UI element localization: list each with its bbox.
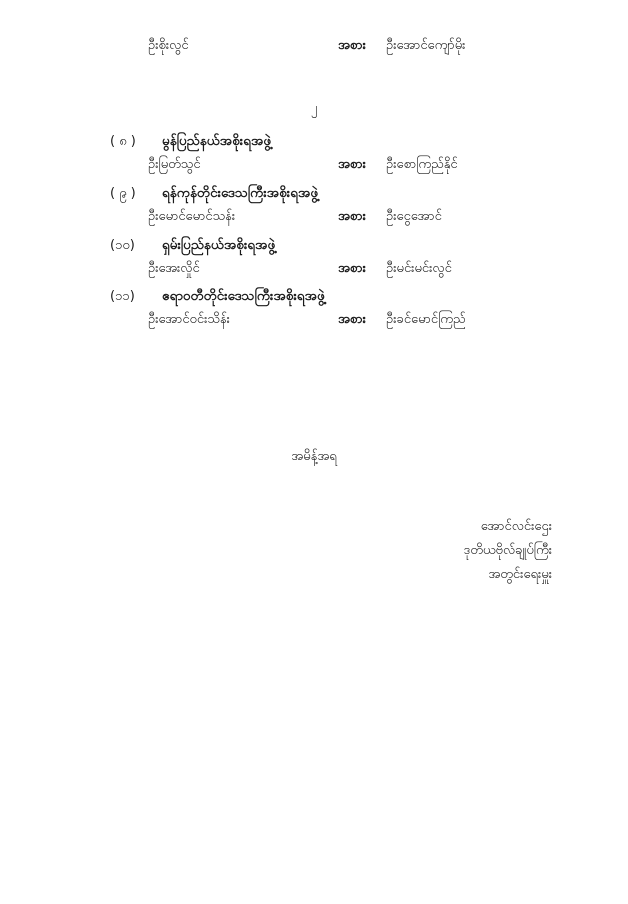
entry-heading [0, 234, 628, 257]
signature-name: အောင်လင်းဌေး [480, 519, 552, 534]
person-name-outgoing: ဦးမြတ်သွင် [148, 157, 201, 173]
entry-heading [0, 285, 628, 308]
person-row [0, 257, 628, 282]
entry-title: ရှမ်းပြည်နယ်အစိုးရအဖွဲ့ [162, 236, 276, 253]
person-name-incoming: ဦးငွေအောင် [386, 208, 442, 224]
list-item [0, 234, 628, 282]
person-row [0, 153, 628, 178]
replacement-label: အစား [338, 157, 366, 173]
list-item [0, 285, 628, 333]
signature-rank: ဒုတိယဗိုလ်ချုပ်ကြီး [463, 543, 552, 559]
person-name-outgoing: ဦးအောင်ဝင်းသိန်း [148, 312, 230, 328]
replacement-label: အစား [338, 260, 366, 276]
replacement-label: အစား [338, 312, 366, 328]
entry-number: ( ၈ ) [110, 134, 136, 149]
person-name-incoming: ဦးခင်မောင်ကြည် [386, 312, 466, 328]
entry-heading [0, 130, 628, 153]
entry-number: (၁၀) [110, 237, 135, 253]
entry-list [0, 130, 628, 337]
entry-title: မွန်ပြည်နယ်အစိုးရအဖွဲ့ [162, 133, 272, 149]
signature-block [463, 515, 552, 587]
person-name-outgoing: ဦးအေးလှိုင် [148, 260, 200, 276]
entry-number: (၁၁) [110, 289, 135, 305]
entry-number: ( ၉ ) [110, 185, 136, 201]
replacement-label: အစား [338, 38, 366, 53]
replacement-label: အစား [338, 208, 366, 224]
person-name-outgoing: ဦးမောင်မောင်သန်း [148, 208, 236, 224]
person-name-incoming: ဦးအောင်ကျော်မိုး [386, 38, 466, 53]
continuation-row [148, 36, 588, 57]
by-order-text: အမိန့်အရ [291, 449, 337, 464]
person-row [148, 36, 588, 57]
entry-heading [0, 182, 628, 205]
person-row [0, 308, 628, 333]
page-number: ၂ [310, 101, 318, 116]
list-item [0, 182, 628, 230]
signature-position: အတွင်းရေးမှူး [488, 567, 552, 583]
person-name-incoming: ဦးစောကြည်နိုင် [386, 157, 458, 173]
entry-title: ရန်ကုန်တိုင်းဒေသကြီးအစိုးရအဖွဲ့ [162, 184, 319, 201]
person-name-outgoing: ဦးစိုးလွင် [148, 38, 189, 53]
person-name-incoming: ဦးမင်းမင်းလွင် [386, 260, 452, 276]
entry-title: ဧရာဝတီတိုင်းဒေသကြီးအစိုးရအဖွဲ့ [162, 288, 325, 305]
list-item [0, 130, 628, 178]
person-row [0, 205, 628, 230]
